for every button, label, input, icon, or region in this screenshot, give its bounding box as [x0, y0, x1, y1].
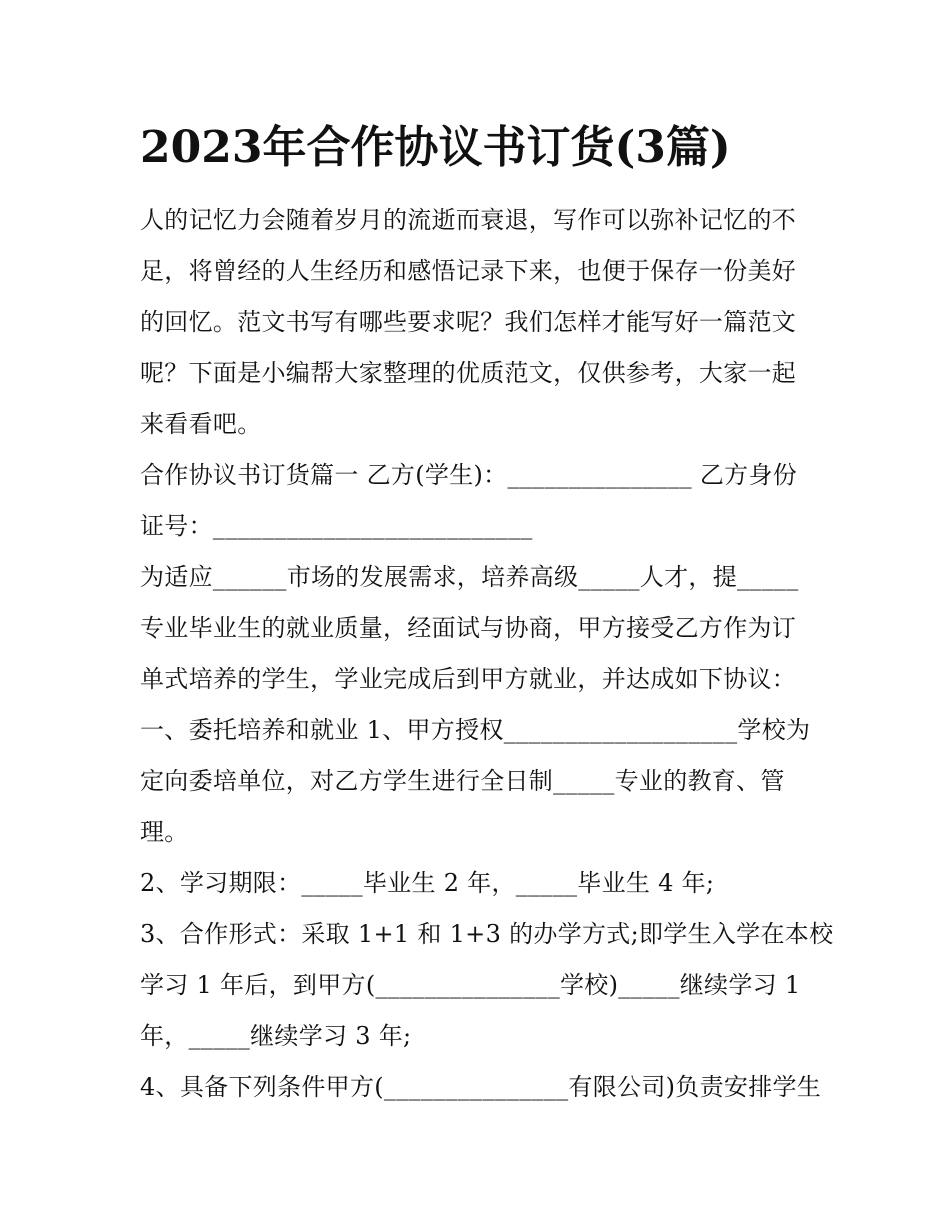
paragraph-line: 证号：__________________________	[140, 512, 533, 540]
paragraph-line: 4、具备下列条件甲方(_______________有限公司)负责安排学生	[140, 1073, 822, 1101]
paragraph-line: 学习 1 年后，到甲方(_______________学校)_____继续学习 1	[140, 971, 801, 999]
paragraph-line: 为适应______市场的发展需求，培养高级_____人才，提_____	[140, 563, 799, 591]
document-title: 2023年合作协议书订货(3篇)	[140, 122, 731, 173]
paragraph-line: 人的记忆力会随着岁月的流逝而衰退，写作可以弥补记忆的不	[140, 206, 797, 234]
paragraph-line: 的回忆。范文书写有哪些要求呢？我们怎样才能写好一篇范文	[140, 308, 797, 336]
paragraph-line: 单式培养的学生，学业完成后到甲方就业，并达成如下协议：	[140, 665, 797, 693]
paragraph-line: 呢？下面是小编帮大家整理的优质范文，仅供参考，大家一起	[140, 359, 797, 387]
paragraph-line: 来看看吧。	[140, 410, 262, 438]
paragraph-line: 年，_____继续学习 3 年;	[140, 1022, 412, 1050]
paragraph-line: 理。	[140, 818, 189, 846]
paragraph-line: 3、合作形式：采取 1+1 和 1+3 的办学方式;即学生入学在本校	[140, 920, 834, 948]
paragraph-line: 定向委培单位，对乙方学生进行全日制_____专业的教育、管	[140, 767, 785, 795]
paragraph-line: 一、委托培养和就业 1、甲方授权___________________学校为	[140, 716, 811, 744]
paragraph-line: 2、学习期限：_____毕业生 2 年，_____毕业生 4 年;	[140, 869, 715, 897]
paragraph-line: 专业毕业生的就业质量，经面试与协商，甲方接受乙方作为订	[140, 614, 797, 642]
paragraph-line: 合作协议书订货篇一 乙方(学生)：_______________ 乙方身份	[140, 461, 798, 489]
paragraph-line: 足，将曾经的人生经历和感悟记录下来，也便于保存一份美好	[140, 257, 797, 285]
